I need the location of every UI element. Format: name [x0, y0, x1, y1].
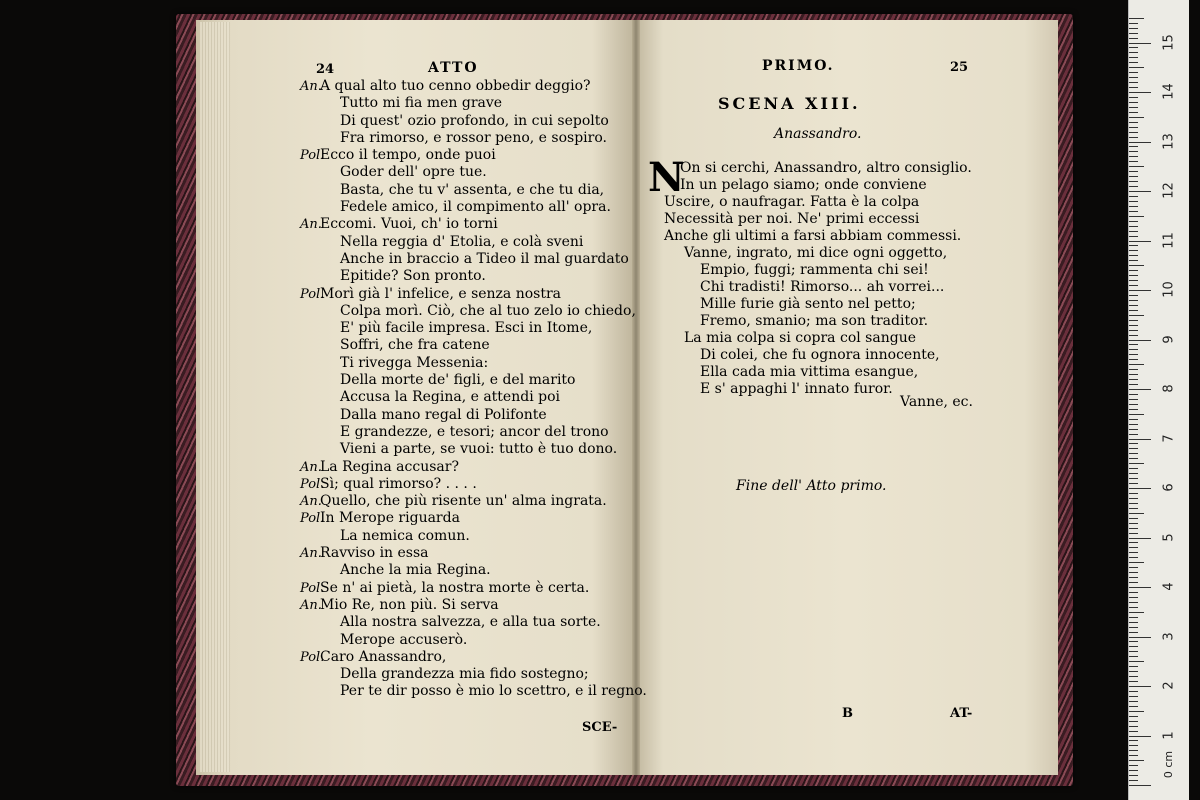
ruler-tick	[1129, 389, 1151, 390]
ruler-tick	[1129, 18, 1144, 19]
verse-text: Sì; qual rimorso? . . . .	[320, 475, 477, 492]
ruler-tick	[1129, 547, 1138, 548]
ruler-number: 13	[1161, 132, 1177, 150]
ruler-tick	[1129, 325, 1138, 326]
closing-line: Vanne, ec.	[900, 394, 973, 410]
text-line	[300, 268, 640, 285]
ruler-tick	[1129, 597, 1138, 598]
speaker-label: Pol.	[300, 511, 325, 527]
ruler-tick	[1129, 92, 1151, 93]
ruler-tick	[1129, 785, 1151, 786]
ruler-tick	[1129, 280, 1138, 281]
ruler-tick	[1129, 156, 1138, 157]
text-line	[300, 355, 640, 372]
measuring-ruler	[1128, 0, 1189, 800]
verse-text: Eccomi. Vuoi, ch' io torni	[320, 216, 498, 233]
left-page-number: 24	[316, 62, 335, 77]
text-line	[300, 459, 640, 476]
ruler-tick	[1129, 151, 1138, 152]
ruler-tick	[1129, 448, 1138, 449]
ruler-tick	[1129, 62, 1138, 63]
ruler-tick	[1129, 612, 1144, 613]
ruler-number: 11	[1161, 231, 1177, 249]
verse-text: Goder dell' opre tue.	[340, 164, 487, 181]
ruler-tick	[1129, 562, 1144, 563]
ruler-tick	[1129, 344, 1138, 345]
verse-line: Uscire, o naufragar. Fatta è la colpa	[664, 194, 920, 210]
ruler-tick	[1129, 43, 1151, 44]
ruler-tick	[1129, 439, 1151, 440]
ruler-tick	[1129, 518, 1138, 519]
ruler-tick	[1129, 181, 1138, 182]
ruler-tick	[1129, 731, 1138, 732]
ruler-number: 7	[1161, 433, 1177, 443]
verse-text: Epitide? Son pronto.	[340, 268, 486, 285]
ruler-tick	[1129, 379, 1138, 380]
text-line	[300, 562, 640, 579]
ruler-number: 9	[1161, 334, 1177, 344]
ruler-number: 1	[1161, 730, 1177, 740]
ruler-tick	[1129, 87, 1138, 88]
speaker-label: Pol.	[300, 476, 325, 492]
verse-text: Ti rivegga Messenia:	[340, 354, 489, 371]
ruler-tick	[1129, 661, 1144, 662]
verse-text: Di quest' ozio profondo, in cui sepolto	[340, 112, 609, 129]
ruler-tick	[1129, 711, 1144, 712]
ruler-tick	[1129, 107, 1138, 108]
speaker-label: An.	[300, 217, 322, 233]
ruler-tick	[1129, 740, 1138, 741]
verse-line: Chi tradisti! Rimorso... ah vorrei...	[700, 279, 945, 295]
ruler-tick	[1129, 503, 1138, 504]
verse-text: Nella reggia d' Etolia, e colà sveni	[340, 233, 584, 250]
ruler-tick	[1129, 557, 1138, 558]
ruler-tick	[1129, 671, 1138, 672]
text-line	[300, 510, 640, 527]
ruler-tick	[1129, 528, 1138, 529]
ruler-tick	[1129, 681, 1138, 682]
ruler-tick	[1129, 656, 1138, 657]
ruler-tick	[1129, 409, 1138, 410]
right-text-block	[648, 154, 988, 398]
ruler-tick	[1129, 201, 1138, 202]
scene-title: SCENA XIII.	[718, 94, 861, 113]
ruler-tick	[1129, 463, 1144, 464]
ruler-tick	[1129, 171, 1138, 172]
ruler-tick	[1129, 82, 1138, 83]
verse-line: Necessità per noi. Ne' primi eccessi	[664, 211, 920, 227]
verse-line: Vanne, ingrato, mi dice ogni oggetto,	[684, 245, 948, 261]
ruler-tick	[1129, 745, 1138, 746]
ruler-tick	[1129, 132, 1138, 133]
ruler-tick	[1129, 260, 1138, 261]
drop-cap: N	[648, 154, 685, 201]
ruler-tick	[1129, 473, 1138, 474]
text-line	[300, 666, 640, 683]
ruler-tick	[1129, 696, 1138, 697]
verse-text: Fedele amico, il compimento all' opra.	[340, 199, 611, 216]
ruler-tick	[1129, 483, 1138, 484]
ruler-number: 12	[1161, 182, 1177, 199]
ruler-tick	[1129, 627, 1138, 628]
ruler-tick	[1129, 315, 1144, 316]
ruler-tick	[1129, 637, 1151, 638]
speaker-label: An.	[300, 494, 322, 510]
ruler-tick	[1129, 587, 1151, 588]
ruler-tick	[1129, 127, 1138, 128]
text-line	[300, 164, 640, 181]
ruler-tick	[1129, 146, 1138, 147]
ruler-tick	[1129, 508, 1138, 509]
ruler-tick	[1129, 770, 1138, 771]
ruler-tick	[1129, 359, 1138, 360]
ruler-tick	[1129, 295, 1138, 296]
text-line	[300, 649, 640, 666]
verse-line: Empio, fuggi; rammenta chi sei!	[700, 262, 929, 278]
ruler-tick	[1129, 374, 1138, 375]
ruler-tick	[1129, 622, 1138, 623]
ruler-tick	[1129, 226, 1138, 227]
ruler-tick	[1129, 354, 1138, 355]
verse-text: Ecco il tempo, onde puoi	[320, 147, 496, 164]
ruler-tick	[1129, 755, 1138, 756]
verse-text: La Regina accusar?	[320, 458, 459, 475]
ruler-number: 6	[1161, 483, 1177, 492]
ruler-tick	[1129, 161, 1138, 162]
text-line	[300, 303, 640, 320]
ruler-tick	[1129, 607, 1138, 608]
ruler-tick	[1129, 533, 1138, 534]
ruler-tick	[1129, 364, 1144, 365]
text-line	[300, 337, 640, 354]
ruler-tick	[1129, 651, 1138, 652]
character-name: Anassandro.	[774, 126, 862, 142]
ruler-tick	[1129, 750, 1138, 751]
ruler-tick	[1129, 523, 1138, 524]
verse-line: Anche gli ultimi a farsi abbiam commessi.	[664, 228, 962, 244]
ruler-tick	[1129, 216, 1144, 217]
verse-text: Per te dir posso è mio lo scettro, e il regno.	[340, 683, 647, 700]
speaker-label: Pol.	[300, 286, 325, 302]
text-line	[300, 130, 640, 147]
ruler-tick	[1129, 478, 1138, 479]
ruler-tick	[1129, 72, 1138, 73]
left-text-block	[300, 78, 647, 701]
ruler-tick	[1129, 736, 1151, 737]
ruler-tick	[1129, 572, 1138, 573]
ruler-tick	[1129, 52, 1138, 53]
ruler-tick	[1129, 241, 1151, 242]
verse-text: Caro Anassandro,	[320, 648, 447, 665]
verse-text: Mio Re, non più. Si serva	[320, 596, 499, 613]
verse-text: Dalla mano regal di Polifonte	[340, 406, 547, 423]
ruler-tick	[1129, 453, 1138, 454]
verse-text: E grandezze, e tesori; ancor del trono	[340, 423, 609, 440]
verse-text: Accusa la Regina, e attendi poi	[340, 389, 560, 406]
ruler-tick	[1129, 275, 1138, 276]
ruler-tick	[1129, 676, 1138, 677]
ruler-tick	[1129, 38, 1138, 39]
verse-text: Colpa morì. Ciò, che al tuo zelo io chiedo,	[340, 302, 636, 319]
ruler-tick	[1129, 23, 1138, 24]
ruler-tick	[1129, 399, 1138, 400]
text-line	[300, 424, 640, 441]
ruler-tick	[1129, 780, 1138, 781]
speaker-label: An.	[300, 79, 322, 94]
text-line	[300, 389, 640, 406]
ruler-tick	[1129, 414, 1144, 415]
ruler-number: 10	[1161, 281, 1177, 298]
ruler-tick	[1129, 493, 1138, 494]
text-line	[300, 147, 640, 164]
speaker-label: Pol.	[300, 148, 325, 164]
ruler-tick	[1129, 577, 1138, 578]
ruler-number: 4	[1161, 582, 1177, 591]
ruler-tick	[1129, 330, 1138, 331]
text-line	[300, 580, 640, 597]
ruler-tick	[1129, 666, 1138, 667]
ruler-tick	[1129, 760, 1144, 761]
ruler-tick	[1129, 706, 1138, 707]
verse-text: Se n' ai pietà, la nostra morte è certa.	[320, 579, 590, 596]
ruler-tick	[1129, 686, 1151, 687]
ruler-tick	[1129, 468, 1138, 469]
ruler-tick	[1129, 716, 1138, 717]
ruler-tick	[1129, 117, 1144, 118]
ruler-tick	[1129, 112, 1138, 113]
verse-text: Della morte de' figli, e del marito	[340, 372, 576, 389]
ruler-tick	[1129, 340, 1151, 341]
ruler-tick	[1129, 701, 1138, 702]
verse-text: Basta, che tu v' assenta, e che tu dia,	[340, 181, 605, 198]
act-end: Fine dell' Atto primo.	[736, 478, 887, 494]
text-line	[300, 95, 640, 112]
ruler-tick	[1129, 335, 1138, 336]
verse-text: Della grandezza mia fido sostegno;	[340, 666, 589, 683]
ruler-tick	[1129, 255, 1138, 256]
left-running-head: ATTO	[428, 60, 479, 76]
ruler-tick	[1129, 641, 1138, 642]
ruler-tick	[1129, 369, 1138, 370]
ruler-tick	[1129, 211, 1138, 212]
ruler-tick	[1129, 196, 1138, 197]
ruler-tick	[1129, 305, 1138, 306]
ruler-tick	[1129, 290, 1151, 291]
text-line	[300, 407, 640, 424]
ruler-tick	[1129, 602, 1138, 603]
text-line	[300, 182, 640, 199]
text-line	[300, 493, 640, 510]
ruler-number: 2	[1161, 681, 1177, 690]
ruler-tick	[1129, 592, 1138, 593]
ruler-tick	[1129, 142, 1151, 143]
ruler-tick	[1129, 691, 1138, 692]
ruler-tick	[1129, 310, 1138, 311]
text-line	[300, 597, 640, 614]
ruler-tick	[1129, 434, 1138, 435]
text-line	[300, 476, 640, 493]
verse-text: E' più facile impresa. Esci in Itome,	[340, 320, 593, 337]
verse-text: A qual alto tuo cenno obbedir deggio?	[320, 78, 591, 94]
verse-text: Fra rimorso, e rossor peno, e sospiro.	[340, 129, 607, 146]
verse-line: Di colei, che fu ognora innocente,	[700, 347, 940, 363]
verse-text: In Merope riguarda	[320, 510, 460, 527]
ruler-number: 3	[1161, 631, 1177, 641]
right-running-head: PRIMO.	[762, 58, 835, 74]
ruler-tick	[1129, 191, 1151, 192]
ruler-tick	[1129, 384, 1138, 385]
text-line	[300, 216, 640, 233]
ruler-number: 5	[1161, 532, 1177, 542]
verse-text: Tutto mi fia men grave	[340, 95, 503, 112]
ruler-tick	[1129, 488, 1151, 489]
ruler-tick	[1129, 300, 1138, 301]
text-line	[300, 614, 640, 631]
ruler-tick	[1129, 538, 1151, 539]
ruler-tick	[1129, 176, 1138, 177]
text-line	[300, 683, 647, 700]
ruler-tick	[1129, 429, 1138, 430]
ruler-tick	[1129, 137, 1138, 138]
ruler-tick	[1129, 404, 1138, 405]
ruler-tick	[1129, 721, 1138, 722]
ruler-number: 8	[1161, 384, 1177, 393]
ruler-tick	[1129, 33, 1138, 34]
ruler-tick	[1129, 206, 1138, 207]
verse-line: E s' appaghi l' innato furor.	[700, 381, 893, 397]
ruler-tick	[1129, 552, 1138, 553]
ruler-tick	[1129, 394, 1138, 395]
ruler-unit: 0 cm	[1162, 750, 1176, 779]
text-line	[300, 320, 640, 337]
ruler-tick	[1129, 775, 1138, 776]
right-catchword: AT-	[950, 706, 973, 721]
ruler-tick	[1129, 513, 1144, 514]
ruler-tick	[1129, 320, 1138, 321]
ruler-tick	[1129, 57, 1138, 58]
ruler-tick	[1129, 47, 1138, 48]
ruler-tick	[1129, 285, 1138, 286]
ruler-tick	[1129, 582, 1138, 583]
text-line	[300, 528, 640, 545]
ruler-tick	[1129, 245, 1138, 246]
text-line	[300, 78, 640, 95]
ruler-tick	[1129, 458, 1138, 459]
speaker-label: Pol.	[300, 649, 325, 665]
ruler-tick	[1129, 270, 1138, 271]
verse-text: Alla nostra salvezza, e alla tua sorte.	[340, 614, 601, 631]
ruler-tick	[1129, 166, 1144, 167]
ruler-tick	[1129, 102, 1138, 103]
text-line	[300, 199, 640, 216]
ruler-tick	[1129, 265, 1144, 266]
text-line	[300, 632, 640, 649]
verse-text: Anche la mia Regina.	[340, 562, 491, 579]
ruler-tick	[1129, 567, 1138, 568]
ruler-tick	[1129, 424, 1138, 425]
ruler-tick	[1129, 28, 1138, 29]
text-line	[300, 372, 640, 389]
speaker-label: An.	[300, 546, 322, 562]
text-line	[300, 286, 640, 303]
verse-text: La nemica comun.	[340, 527, 470, 544]
ruler-tick	[1129, 498, 1138, 499]
left-catchword: SCE-	[582, 720, 618, 735]
text-line	[300, 113, 640, 130]
ruler-tick	[1129, 617, 1138, 618]
ruler-tick	[1129, 542, 1138, 543]
verse-text: Quello, che più risente un' alma ingrata.	[320, 493, 607, 510]
verse-text: Morì già l' infelice, e senza nostra	[320, 285, 562, 302]
ruler-tick	[1129, 236, 1138, 237]
text-line	[300, 251, 640, 268]
signature-mark: B	[842, 706, 853, 721]
ruler-tick	[1129, 632, 1138, 633]
ruler-tick	[1129, 349, 1138, 350]
ruler-tick	[1129, 186, 1138, 187]
verse-text: Ravviso in essa	[320, 545, 429, 562]
text-line	[300, 441, 640, 458]
ruler-tick	[1129, 765, 1138, 766]
speaker-label: Pol.	[300, 580, 325, 596]
ruler-tick	[1129, 77, 1138, 78]
verse-line: Fremo, smanio; ma son traditor.	[700, 313, 929, 329]
ruler-tick	[1129, 250, 1138, 251]
ruler-tick	[1129, 221, 1138, 222]
text-line	[300, 234, 640, 251]
speaker-label: An.	[300, 459, 322, 475]
verse-line: On si cerchi, Anassandro, altro consiglio.	[680, 160, 972, 176]
ruler-tick	[1129, 646, 1138, 647]
ruler-tick	[1129, 419, 1138, 420]
verse-line: Mille furie già sento nel petto;	[700, 296, 916, 312]
ruler-tick	[1129, 443, 1138, 444]
ruler-tick	[1129, 97, 1138, 98]
verse-text: Anche in braccio a Tideo il mal guardato	[340, 250, 629, 267]
text-line	[300, 545, 640, 562]
page-edges	[200, 22, 230, 772]
verse-text: Merope accuserò.	[340, 631, 468, 648]
verse-text: Soffri, che fra catene	[340, 337, 490, 354]
ruler-tick	[1129, 231, 1138, 232]
speaker-label: An.	[300, 597, 322, 613]
ruler-tick	[1129, 67, 1144, 68]
verse-line: Ella cada mia vittima esangue,	[700, 364, 919, 380]
ruler-tick	[1129, 122, 1138, 123]
ruler-number: 15	[1161, 33, 1177, 51]
verse-text: Vieni a parte, se vuoi: tutto è tuo dono.	[340, 441, 618, 458]
ruler-tick	[1129, 726, 1138, 727]
right-page-number: 25	[950, 60, 969, 75]
verse-line: In un pelago siamo; onde conviene	[680, 177, 927, 193]
ruler-number: 14	[1161, 83, 1177, 100]
verse-line: La mia colpa si copra col sangue	[684, 330, 916, 346]
